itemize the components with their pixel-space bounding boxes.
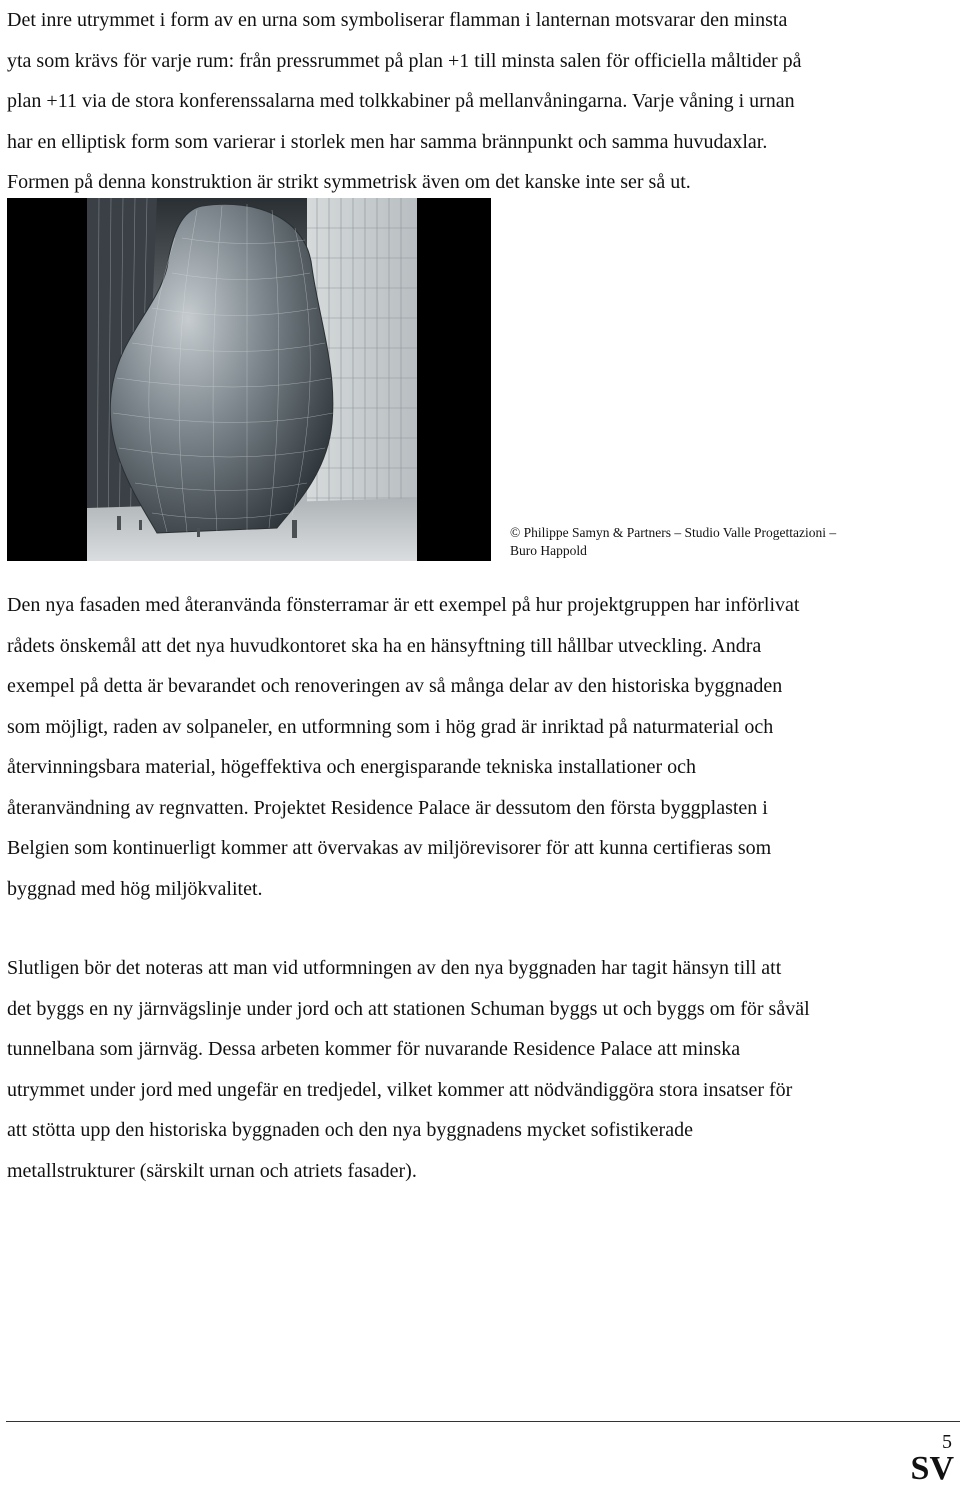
caption-line: © Philippe Samyn & Partners – Studio Valle Progettazioni – [510, 525, 837, 540]
language-code: SV [910, 1450, 954, 1487]
text-line: tunnelbana som järnväg. Dessa arbeten kommer för nuvarande Residence Palace att minska [7, 1038, 741, 1060]
figure-caption [510, 524, 940, 560]
text-line: Slutligen bör det noteras att man vid utformningen av den nya byggnaden har tagit hänsyn till att [7, 957, 782, 979]
text-line: metallstrukturer (särskilt urnan och atriets fasader). [7, 1159, 417, 1182]
text-line: Den nya fasaden med återanvända fönsterramar är ett exempel på hur projektgruppen har införlivat [7, 594, 800, 616]
footer-divider [6, 1421, 960, 1422]
text-line: rådets önskemål att det nya huvudkontoret ska ha en hänsyftning till hållbar utveckling. Andra [7, 634, 762, 657]
text-line: plan +11 via de stora konferenssalarna med tolkkabiner på mellanvåningarna. Varje våning i urnan [7, 90, 795, 112]
text-line: det byggs en ny järnvägslinje under jord och att stationen Schuman byggs ut och byggs om för såväl [7, 997, 810, 1020]
text-line: återvinningsbara material, högeffektiva och energisparande tekniska installationer och [7, 756, 697, 778]
text-line: yta som krävs för varje rum: från pressrummet på plan +1 till minsta salen för officiella måltider på [7, 49, 802, 72]
urn-atrium-rendering [7, 198, 491, 561]
text-line: byggnad med hög miljökvalitet. [7, 877, 263, 900]
text-line: Belgien som kontinuerligt kommer att övervakas av miljörevisorer för att kunna certifieras som [7, 837, 772, 859]
text-line: har en elliptisk form som varierar i storlek men har samma brännpunkt och samma huvudaxlar. [7, 130, 768, 153]
paragraph-railway [7, 948, 957, 1191]
paragraph-sustainability [7, 585, 957, 909]
text-line: som möjligt, raden av solpaneler, en utformning som i hög grad är inriktad på naturmaterial och [7, 715, 774, 738]
text-line: exempel på detta är bevarandet och renoveringen av så många delar av den historiska byggnaden [7, 675, 783, 697]
text-line: återanvändning av regnvatten. Projektet Residence Palace är dessutom den första byggplasten i [7, 796, 768, 819]
text-line: utrymmet under jord med ungefär en tredjedel, vilket kommer att nödvändiggöra stora insatser för [7, 1078, 793, 1101]
paragraph-urn-interior [7, 0, 957, 203]
caption-line: Buro Happold [510, 543, 587, 558]
text-line: Formen på denna konstruktion är strikt symmetrisk även om det kanske inte ser så ut. [7, 171, 691, 193]
page-number: 5 [942, 1431, 952, 1453]
text-line: Det inre utrymmet i form av en urna som symboliserar flamman i lanternan motsvarar den minsta [7, 9, 788, 31]
text-line: att stötta upp den historiska byggnaden och den nya byggnadens mycket sofistikerade [7, 1119, 693, 1141]
